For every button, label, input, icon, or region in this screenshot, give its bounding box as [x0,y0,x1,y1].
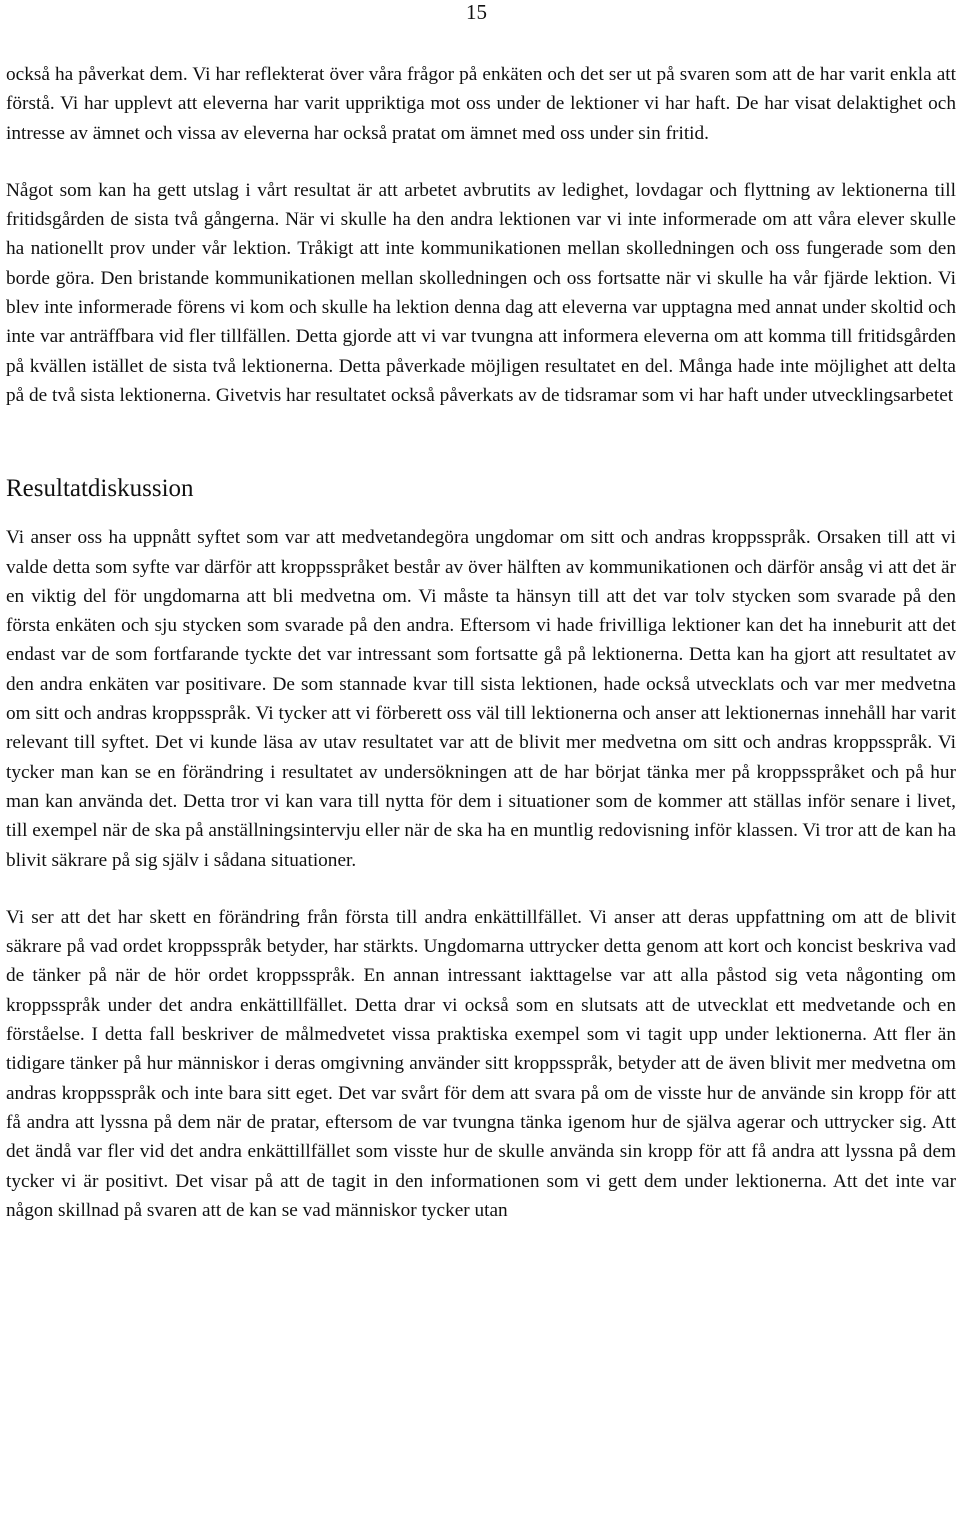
paragraph-intro: också ha påverkat dem. Vi har reflekterat över våra frågor på enkäten och det ser ut på svaren som att de har varit enkla att förstå. Vi har upplevt att eleverna har varit uppriktiga mot oss under de lektioner vi har haft. De har visat delaktighet och intresse av ämnet och vissa av eleverna har också pratat om ämnet med oss under sin fritid. [6,64,956,144]
page-number: 15 [466,0,487,24]
section-heading-resultatdiskussion: Resultatdiskussion [6,475,194,503]
document-body [6,60,956,1225]
paragraph-disruptions: Något som kan ha gett utslag i vårt resultat är att arbetet avbrutits av ledighet, lovdagar och flyttning av lektionerna till fritidsgården de sista två gångerna. När vi skulle ha den andra lektionen var vi inte informerade om att våra elever skulle ha nationellt prov under vår lektion. Tråkigt att inte kommunikationen mellan skolledningen och oss fungerade som den borde göra. Den bristande kommunikationen mellan skolledningen och oss fortsatte när vi skulle ha vår fjärde lektion. Vi blev inte informerade förens vi kom och skulle ha lektion denna dag att eleverna var upptagna med annat under skoltid och inte var anträffbara vid fler tillfällen. Detta gjorde att vi var tvungna att informera eleverna om att komma till fritidsgården på kvällen istället de sista två lektionerna. Detta påverkade möjligen resultatet en del. Många hade inte möjlighet att delta på de två sista lektionerna. Givetvis har resultatet också påverkats av de tidsramar som vi har haft under utvecklingsarbetet [6,179,956,406]
paragraph-survey-change: Vi ser att det har skett en förändring från första till andra enkättillfället. Vi anser att deras uppfattning om att de blivit säkrare på vad ordet kroppsspråk betyder, har stärkts. Ungdomarna uttrycker detta genom att kort och koncist beskriva vad de tänker på när de hör ordet kroppsspråk. En annan intressant iakttagelse var att alla påstod sig veta någonting om kroppsspråk under det andra enkättillfället. Detta drar vi också som en slutsats att de utvecklat ett medvetande och en förståelse. I detta fall beskriver de målmedvetet vissa praktiska exempel som vi tagit upp under lektionerna. Att fler än tidigare tänker på hur människor i deras omgivning använder sitt kroppsspråk, betyder att de även blivit mer medvetna om andras kroppsspråk och inte bara sitt eget. Det var svårt för dem att svara på om de visste hur de använde sin kropp för att få andra att lyssna på dem när de pratar, eftersom de var tvungna tänka igenom hur de själva agerar och uttrycker sig. Att det ändå var fler vid det andra enkättillfället som visste hur de skulle använda sin kropp för att få andra att lyssna på dem tycker vi är positivt. Det visar på att de tagit in den informationen som vi gett dem under lektionerna. Att det inte var någon skillnad på svaren att de kan se vad människor tycker utan [6,906,956,1221]
paragraph-purpose-achieved: Vi anser oss ha uppnått syftet som var att medvetandegöra ungdomar om sitt och andras kroppsspråk. Orsaken till att vi valde detta som syfte var därför att kroppsspråket består av över hälften av kommunikationen och därför ansåg vi att det är en viktig del för ungdomarna att bli medvetna om. Vi måste ta hänsyn till att det var tolv stycken som svarade på den första enkäten och sju stycken som svarade på den andra. Eftersom vi hade frivilliga lektioner kan det ha inneburit att det endast var de som fortfarande tyckte det var intressant som fortsatte gå på lektionerna. Detta kan ha gjort att resultatet av den andra enkäten var positivare. De som stannade kvar till sista lektionen, hade också utvecklats och var mer medvetna om sitt och andras kroppsspråk. Vi tycker att vi förberett oss väl till lektionerna och anser att lektionernas innehåll har varit relevant till syftet. Det vi kunde läsa av utav resultatet var att de blivit mer medvetna om sitt och andras kroppsspråk. Vi tycker man kan se en förändring i resultatet av undersökningen att de har börjat tänka mer på kroppsspråket och på hur man kan använda det. Detta tror vi kan vara till nytta för dem i situationer som de kommer att ställas inför senare i livet, till exempel när de ska på anställningsintervju eller när de ska ha en muntlig redovisning inför klassen. Vi tror att de kan ha blivit säkrare på sig själv i sådana situationer. [6,527,956,871]
